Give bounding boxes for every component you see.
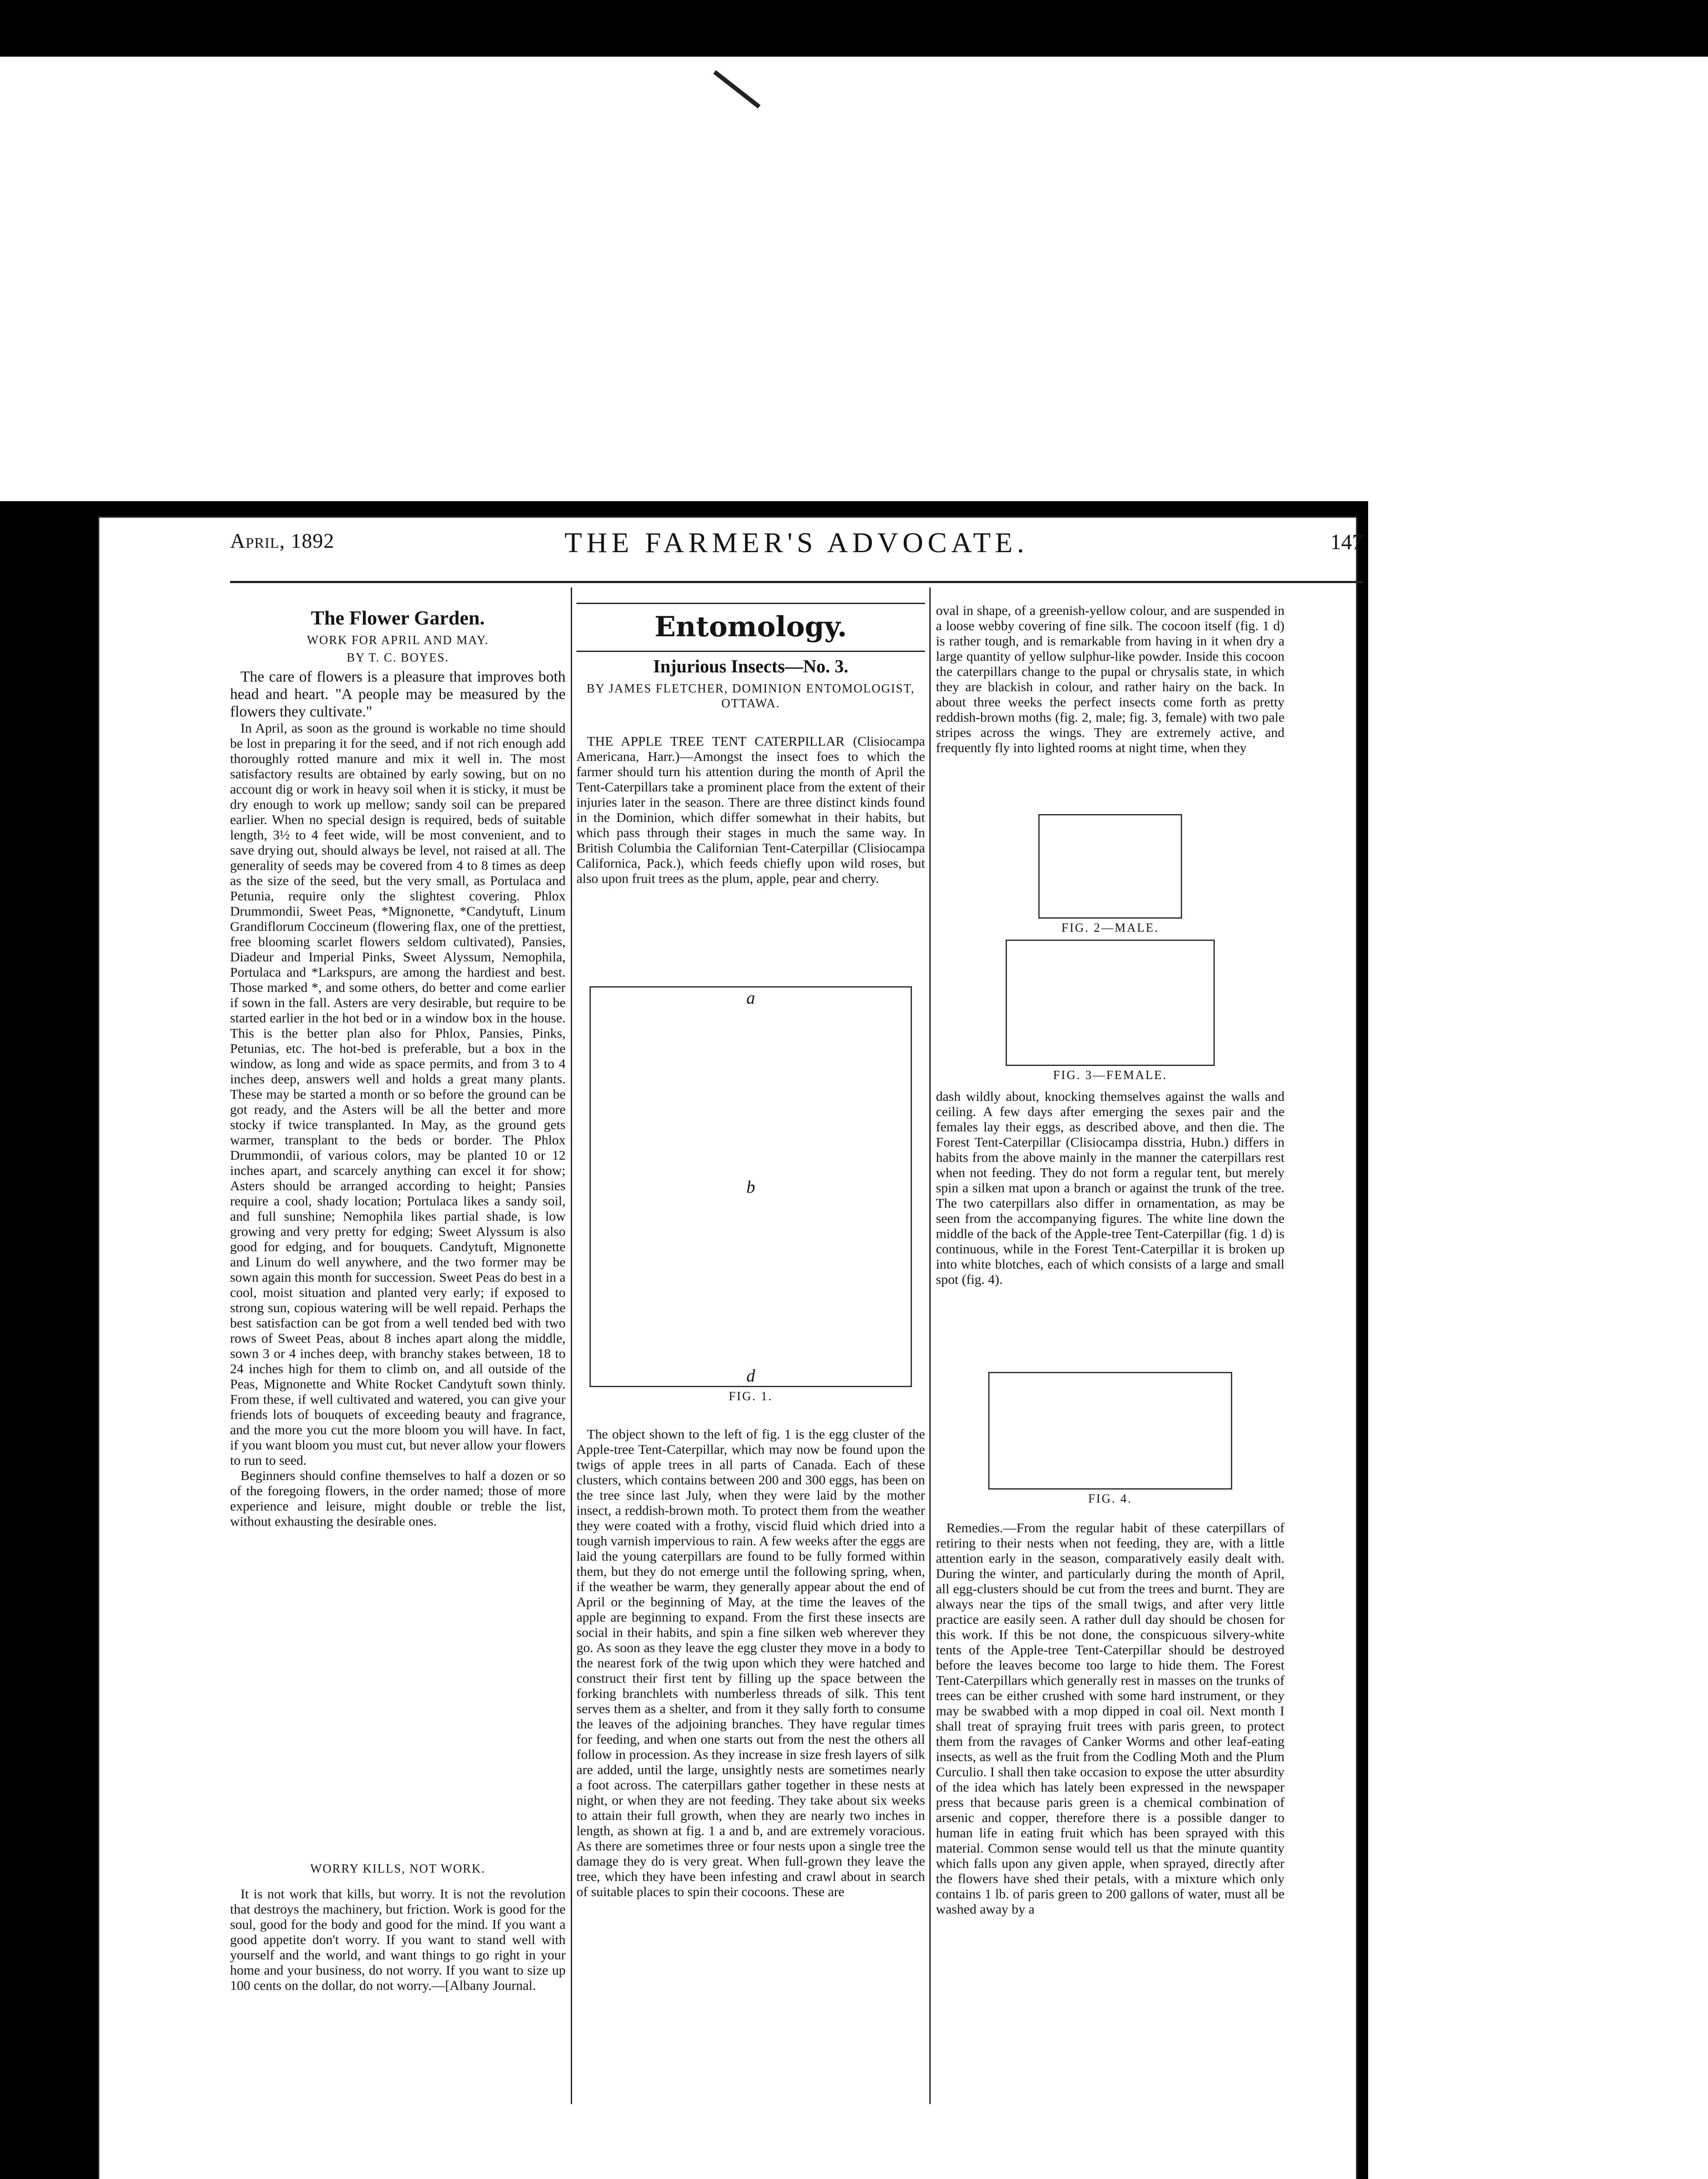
- figure-4-caption: FIG. 4.: [1088, 1492, 1132, 1506]
- page-header: [230, 526, 1363, 566]
- scan-background-right: [1368, 57, 1708, 2179]
- article-title-injurious-insects: Injurious Insects—No. 3.: [653, 657, 849, 677]
- article-byline: BY JAMES FLETCHER, DOMINION ENTOMOLOGIST, OTTAWA.: [586, 682, 915, 710]
- newspaper-page: [98, 516, 1363, 2179]
- section-rule: [576, 651, 925, 652]
- col3-text-bottom: [936, 1520, 1284, 2047]
- figure-4: [936, 1368, 1284, 1516]
- paragraph: oval in shape, of a greenish-yellow colour, and are suspended in a loose webby covering of fine silk. The cocoon itself (fig. 1 d) is rather tough, and is remarkable from having in it when dry a large quantity of yellow sulphur-like powder. Inside this cocoon the caterpillars change to the pupal or chrysalis state, in which they are blackish in colour, and rather hairy on the back. In about three weeks the perfect insects come forth as pretty reddish-brown moths (fig. 2, male; fig. 3, female) with two pale stripes across the wings. They are extremely active, and frequently fly into lighted rooms at night time, when they: [936, 603, 1284, 755]
- paragraph: THE APPLE TREE TENT CATERPILLAR (Clisiocampa Americana, Harr.)—Amongst the insect foes to which the farmer should turn his attention during the month of April the Tent-Caterpillars take a prominent place from the extent of their injuries later in the season. There are three distinct kinds found in the Dominion, which differ somewhat in their habits, but which pass through their stages in much the same way. In British Columbia the Californian Tent-Caterpillar (Clisiocampa Californica, Pack.), which feeds chiefly upon wild roses, but also upon fruit trees as the plum, apple, pear and cherry.: [576, 733, 925, 886]
- figures-moths: [936, 810, 1284, 1084]
- entomology-intro: [576, 733, 925, 969]
- article-byline: BY T. C. BOYES.: [346, 651, 449, 665]
- figure-1: [585, 982, 916, 1413]
- header-rule: [230, 581, 1363, 583]
- figure-label-a: a: [746, 988, 755, 1008]
- flower-garden-body: [230, 668, 566, 1843]
- figure-2-caption: FIG. 2—MALE.: [1061, 921, 1159, 935]
- paragraph: Beginners should confine themselves to half a dozen or so of the foregoing flowers, in the order named; those of more experience and leisure, might double or treble the list, without exhausting the desirable ones.: [230, 1468, 566, 1529]
- figure-1-illustration: [590, 986, 912, 1387]
- figure-3-caption: FIG. 3—FEMALE.: [1053, 1069, 1168, 1082]
- col3-text-top: [936, 603, 1284, 805]
- column-rule-left: [571, 587, 572, 2104]
- article-subtitle: WORK FOR APRIL AND MAY.: [307, 634, 489, 647]
- paragraph: In April, as soon as the ground is workable no time should be lost in preparing it for the seed, and if not rich enough add thoroughly rotted manure and mix it well in. The most satisfactory results are obtained by early sowing, but on no account dig or work in heavy soil when it is sticky, it must be dry enough to work up mellow; sandy soil can be prepared earlier. When no special design is required, beds of suitable length, 3½ to 4 feet wide, will be most convenient, and to save drying out, should always be level, not raised at all. The generality of seeds may be covered from 4 to 8 times as deep as the size of the seed, but the very small, as Portulaca and Petunia, require only the slightest covering. Phlox Drummondii, Sweet Peas, *Mignonette, *Candytuft, Linum Grandiflorum Coccineum (flowering flax, one of the prettiest, free blooming scarlet flowers seldom cultivated), Pansies, Diadeur and Imperial Pinks, Sweet Alyssum, Nemophila, Portulaca and *Larkspurs, are among the hardiest and best. Those marked *, and some others, do better and come earlier if sown in the fall. Asters are very desirable, but require to be started earlier in the hot bed or in a window box in the house. This is the better plan also for Phlox, Pansies, Pinks, Petunias, etc. The hot-bed is preferable, but a box in the window, as long and wide as space permits, and from 3 to 4 inches deep, answers well and holds a great many plants. These may be started a month or so before the ground can be got ready, and the Asters will be all the better and more stocky if twice transplanted. In May, as the ground gets warmer, transplant to the beds or border. The Phlox Drummondii, of various colors, may be planted 10 or 12 inches apart, and scarcely anything can excel it for show; Asters should be arranged according to height; Pansies require a cool, shady location; Portulaca likes a sandy soil, and full sunshine; Nemophila likes partial shade, is low growing and very pretty for edging; Sweet Alyssum is also good for edging, and for bouquets. Candytuft, Mignonette and Linum do well anywhere, and the two former may be sown again this month for succession. Sweet Peas do best in a cool, moist situation and planted very early; if exposed to strong sun, copious watering will be well repaid. Perhaps the best satisfaction can be got from a well tended bed with two rows of Sweet Peas, about 8 inches apart along the middle, sown 3 or 4 inches deep, with branchy stakes between, 18 to 24 inches high for them to climb on, and all outside of the Peas, Mignonette and White Rocket Candytuft sown thinly. From these, if well cultivated and watered, you can give your friends lots of bouquets of exceeding beauty and fragrance, and the more you cut the more bloom you will have. In fact, if you want bloom you must cut, but never allow your flowers to run to seed.: [230, 720, 566, 1468]
- section-title-worry: WORRY KILLS, NOT WORK.: [310, 1862, 486, 1876]
- worry-body: [230, 1886, 566, 2047]
- figure-label-b: b: [746, 1177, 755, 1197]
- masthead: THE FARMER'S ADVOCATE.: [564, 527, 1029, 559]
- paragraph: The object shown to the left of fig. 1 is the egg cluster of the Apple-tree Tent-Caterpillar, which may now be found upon the twigs of apple trees in all parts of Canada. Each of these clusters, which contains between 200 and 300 eggs, has been on the tree since last July, when they were laid by the mother insect, a reddish-brown moth. To protect them from the weather they were coated with a frothy, viscid fluid which dried into a tough varnish impervious to rain. A few weeks after the eggs are laid the young caterpillars are found to be fully formed within them, but they do not emerge until the following spring, when, if the weather be warm, they generally appear about the end of April or the beginning of May, at the time the leaves of the apple are beginning to expand. From the first these insects are social in their habits, and spin a fine silken web wherever they go. As soon as they leave the egg cluster they move in a body to the nearest fork of the twig upon which they were hatched and construct their first tent by filling up the space between the forking branchlets with numberless threads of silk. This tent serves them as a shelter, and from it they sally forth to consume the leaves of the adjoining branches. They have regular times for feeding, and when one starts out from the nest the others all follow in procession. As they increase in size fresh layers of silk are added, until the large, unsightly nests are sometimes nearly a foot across. The caterpillars gather together in these nests at night, or when they are not feeding. They take about six weeks to attain their full growth, when they are nearly two inches in length, as shown at fig. 1 a and b, and are extremely voracious. As there are sometimes three or four nests upon a single tree the damage they do is very great. When full-grown they leave the tree, which they have been infesting and crawl about in search of suitable places to spin their cocoons. These are: [576, 1426, 925, 1899]
- article-title-flower-garden: The Flower Garden.: [311, 607, 485, 629]
- column-rule-right: [929, 587, 931, 2104]
- page-number: 147: [1330, 529, 1363, 554]
- paragraph: It is not work that kills, but worry. It is not the revolution that destroys the machinery, but friction. Work is good for the soul, good for the body and good for the mind. If you want a good appetite don't worry. If you want to stand well with yourself and the world, and want things to go right in your home and your business, do not worry. If you want to size up 100 cents on the dollar, do not worry.—[Albany Journal.: [230, 1886, 566, 1993]
- section-title-entomology: Entomology.: [654, 611, 847, 643]
- figure-2-male-moth: [1038, 814, 1182, 919]
- figure-label-d: d: [746, 1366, 755, 1385]
- paragraph: Remedies.—From the regular habit of these caterpillars of retiring to their nests when not feeding, they are, with a little attention early in the season, comparatively easily dealt with. During the winter, and particularly during the month of April, all egg-clusters should be cut from the trees and burnt. They are always near the tips of the small twigs, and after very little practice are easily seen. A rather dull day should be chosen for this work. If this be not done, the conspicuous silvery-white tents of the Apple-tree Tent-Caterpillar should be destroyed before the leaves become too large to hide them. The Forest Tent-Caterpillars which generally rest in masses on the trunks of trees can be either crushed with some hard instrument, or they may be swabbed with a mop dipped in coal oil. Next month I shall treat of spraying fruit trees with paris green, to protect them from the ravages of Canker Worms and other leaf-eating insects, as well as the fruit from the Codling Moth and the Plum Curculio. I shall then take occasion to expose the utter absurdity of the idea which has lately been expressed in the newspaper press that because paris green is a chemical combination of arsenic and copper, therefore there is a possible danger to human life in eating fruit which has been sprayed with this material. Common sense would tell us that the minute quantity which falls upon any given apple, when sprayed, directly after the flowers have shed their petals, with a mixture which only contains 1 lb. of paris green to 200 gallons of water, must all be washed away by a: [936, 1520, 1284, 1917]
- section-rule: [576, 603, 925, 604]
- figure-4-forest-caterpillar: [988, 1372, 1232, 1490]
- paragraph: dash wildly about, knocking themselves against the walls and ceiling. A few days after emerging the sexes pair and the females lay their eggs, as described above, and then die. The Forest Tent-Caterpillar (Clisiocampa disstria, Hubn.) differs in habits from the above mainly in the manner the caterpillars rest when not feeding. They do not form a regular tent, but merely spin a silken mat upon a branch or against the trunk of the tree. The two caterpillars also differ in ornamentation, as may be seen from the accompanying figures. The white line down the middle of the back of the Apple-tree Tent-Caterpillar (fig. 1 d) is continuous, while in the Forest Tent-Caterpillar it is broken up into white blotches, each of which consists of a large and small spot (fig. 4).: [936, 1089, 1284, 1287]
- column-entomology: [576, 603, 925, 1899]
- entomology-body: [576, 1426, 925, 2047]
- column-flower-garden: [230, 603, 566, 1993]
- figure-1-caption: FIG. 1.: [729, 1390, 773, 1403]
- issue-date: April, 1892: [230, 529, 335, 553]
- figure-3-female-moth: [1006, 940, 1215, 1066]
- paragraph: The care of flowers is a pleasure that improves both head and heart. "A people may be measured by the flowers they cultivate.": [230, 668, 566, 720]
- col3-text-middle: [936, 1089, 1284, 1363]
